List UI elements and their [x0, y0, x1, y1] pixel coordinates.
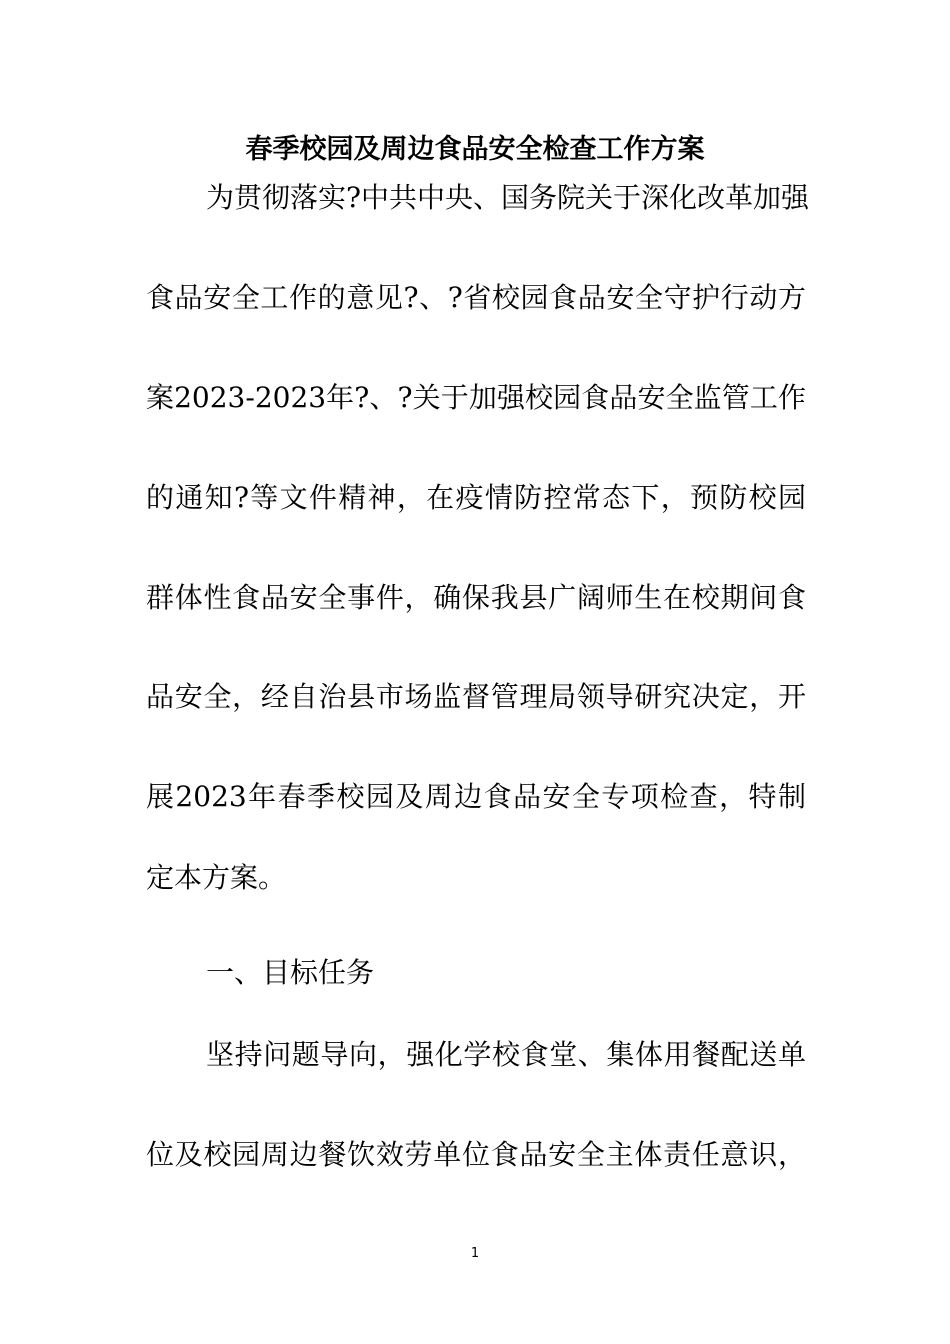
paragraph-line: 案2023-2023年?、?关于加强校园食品安全监管工作 [146, 381, 806, 414]
paragraph-line: 群体性食品安全事件，确保我县广阔师生在校期间食 [146, 581, 806, 614]
paragraph-line: 为贯彻落实?中共中央、国务院关于深化改革加强 [206, 181, 810, 214]
paragraph-line: 定本方案。 [146, 861, 287, 894]
paragraph-line: 品安全，经自治县市场监督管理局领导研究决定，开 [146, 680, 806, 713]
section-heading: 一、目标任务 [206, 956, 375, 989]
paragraph-line: 食品安全工作的意见?、?省校园食品安全守护行动方 [146, 281, 806, 314]
paragraph-line: 位及校园周边餐饮效劳单位食品安全主体责任意识， [146, 1138, 806, 1171]
paragraph-line: 坚持问题导向，强化学校食堂、集体用餐配送单 [206, 1038, 806, 1071]
paragraph-line: 展2023年春季校园及周边食品安全专项检查，特制 [146, 780, 806, 813]
document-title: 春季校园及周边食品安全检查工作方案 [245, 134, 705, 165]
paragraph-line: 的通知?等文件精神，在疫情防控常态下，预防校园 [146, 481, 806, 514]
page-number: 1 [470, 1246, 480, 1261]
